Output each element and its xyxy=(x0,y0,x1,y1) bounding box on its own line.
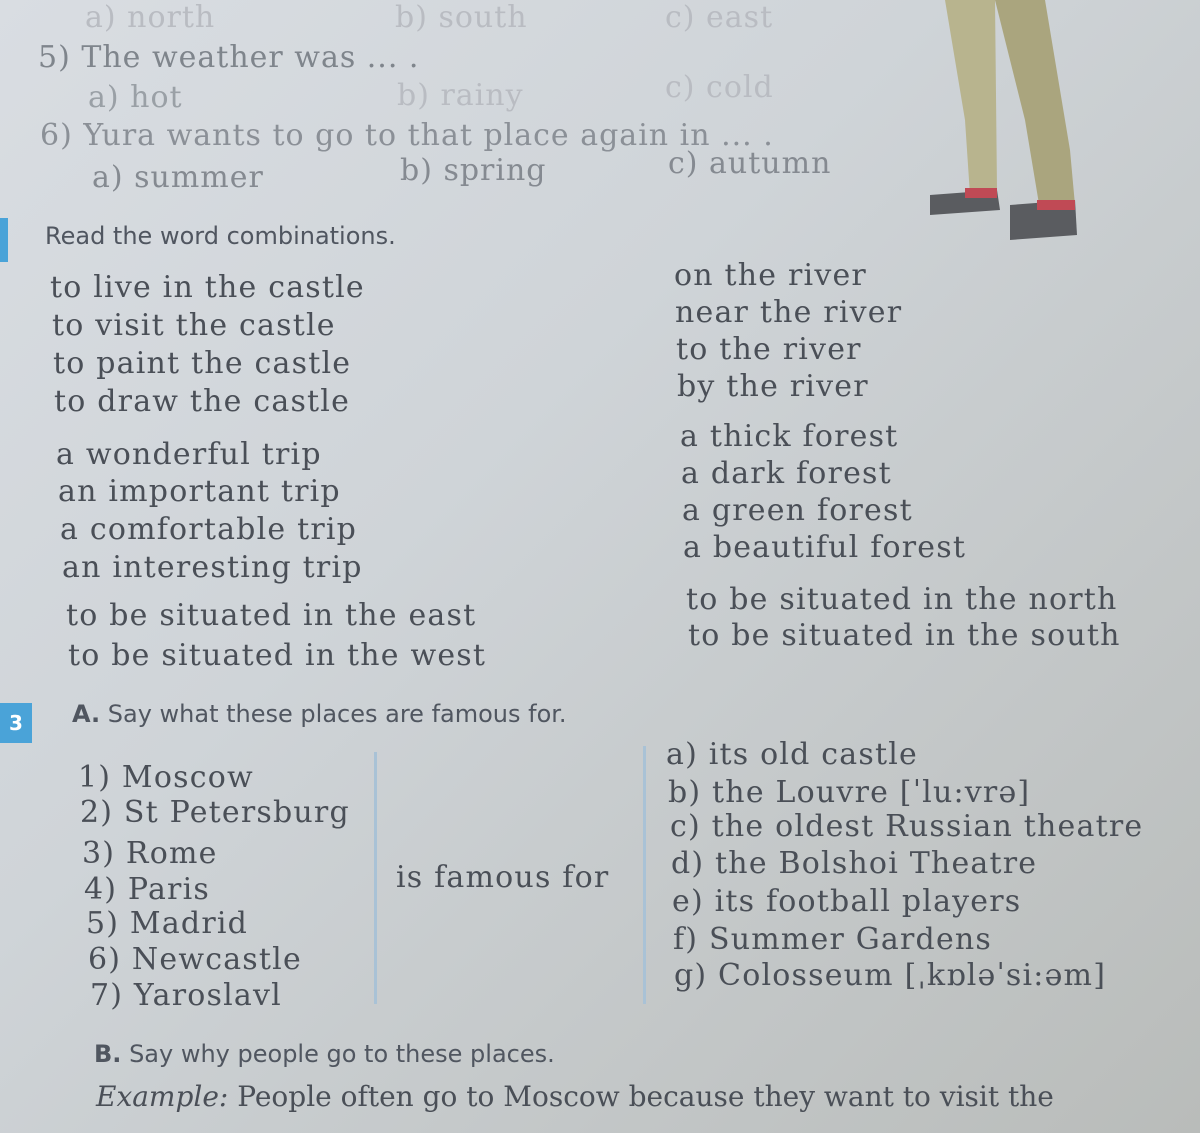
exercise-marker xyxy=(0,218,8,262)
part-a-letter: A. xyxy=(72,700,101,728)
city-3: 3) Rome xyxy=(82,836,218,871)
quiz-5-option-a: a) hot xyxy=(88,80,183,115)
answer-e: e) its football players xyxy=(672,884,1022,919)
phrase-right-3-1: to be situated in the north xyxy=(686,582,1118,617)
part-b-text: Say why people go to these places. xyxy=(129,1040,555,1068)
phrase-left-1-4: to draw the castle xyxy=(54,384,351,419)
boy-illustration xyxy=(925,0,1085,245)
phrase-left-3-1: to be situated in the east xyxy=(66,598,477,633)
answer-a: a) its old castle xyxy=(666,737,918,772)
quiz-1-option-a: a) north xyxy=(85,0,216,35)
phrase-left-3-2: to be situated in the west xyxy=(68,638,487,673)
quiz-6-option-b: b) spring xyxy=(400,153,547,188)
phrase-right-2-3: a green forest xyxy=(682,493,913,528)
phrase-left-1-2: to visit the castle xyxy=(52,308,336,343)
phrase-left-2-2: an important trip xyxy=(58,474,341,509)
phrase-right-1-3: to the river xyxy=(676,332,862,367)
phrase-right-2-1: a thick forest xyxy=(680,419,899,454)
quiz-6-option-c: c) autumn xyxy=(668,146,832,181)
quiz-question-5: 5) The weather was ... . xyxy=(38,40,420,75)
phrase-left-2-1: a wonderful trip xyxy=(56,437,322,472)
example-text: People often go to Moscow because they want to visit the xyxy=(237,1080,1054,1113)
city-4: 4) Paris xyxy=(84,872,210,907)
answer-d: d) the Bolshoi Theatre xyxy=(671,846,1038,881)
connector-text: is famous for xyxy=(396,860,610,895)
quiz-1-option-c: c) east xyxy=(665,0,774,35)
part-a-instruction xyxy=(72,700,567,728)
answer-c: c) the oldest Russian theatre xyxy=(670,809,1144,844)
phrase-left-2-4: an interesting trip xyxy=(62,550,363,585)
quiz-5-option-c: c) cold xyxy=(665,70,774,105)
quiz-question-6: 6) Yura wants to go to that place again in ... . xyxy=(40,118,774,153)
answer-b: b) the Louvre [ˈlu:vrə] xyxy=(668,775,1031,810)
part-b-letter: B. xyxy=(94,1040,122,1068)
city-5: 5) Madrid xyxy=(86,906,249,941)
city-2: 2) St Petersburg xyxy=(80,795,350,830)
read-instruction: Read the word combinations. xyxy=(45,222,396,250)
phrase-right-2-2: a dark forest xyxy=(681,456,892,491)
phrase-right-2-4: a beautiful forest xyxy=(683,530,967,565)
city-6: 6) Newcastle xyxy=(88,942,302,977)
phrase-left-1-1: to live in the castle xyxy=(50,270,365,305)
exercise-number-badge: 3 xyxy=(0,703,32,743)
quiz-5-option-b: b) rainy xyxy=(397,78,524,113)
phrase-right-3-2: to be situated in the south xyxy=(688,618,1121,653)
column-divider-right xyxy=(643,746,646,1004)
example-line xyxy=(96,1080,1054,1113)
city-7: 7) Yaroslavl xyxy=(90,978,282,1013)
quiz-1-option-b: b) south xyxy=(395,0,528,35)
city-1: 1) Moscow xyxy=(78,760,254,795)
phrase-right-1-4: by the river xyxy=(677,369,869,404)
part-b-instruction xyxy=(94,1040,555,1068)
phrase-left-1-3: to paint the castle xyxy=(53,346,352,381)
example-label: Example: xyxy=(96,1080,229,1113)
phrase-right-1-1: on the river xyxy=(674,258,867,293)
phrase-left-2-3: a comfortable trip xyxy=(60,512,358,547)
answer-g: g) Colosseum [ˌkɒləˈsi:əm] xyxy=(674,958,1107,993)
part-a-text: Say what these places are famous for. xyxy=(107,700,567,728)
quiz-6-option-a: a) summer xyxy=(92,160,264,195)
answer-f: f) Summer Gardens xyxy=(673,922,993,957)
phrase-right-1-2: near the river xyxy=(675,295,903,330)
column-divider-left xyxy=(374,752,377,1004)
